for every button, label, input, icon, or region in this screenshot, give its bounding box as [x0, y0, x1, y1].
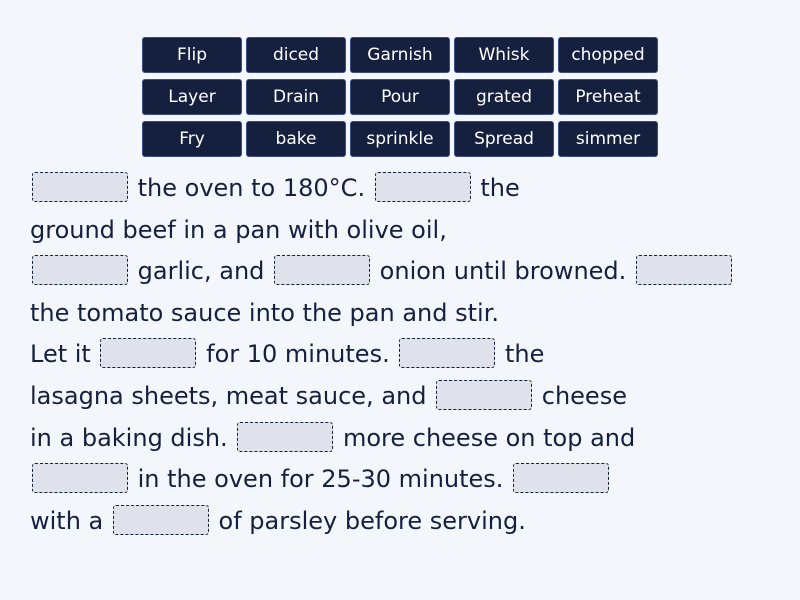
blank-5[interactable] — [636, 255, 732, 285]
word-tile-layer[interactable]: Layer — [142, 79, 242, 115]
recipe-passage — [30, 168, 780, 542]
passage-text: lasagna sheets, meat sauce, and — [30, 381, 427, 410]
word-tile-grated[interactable]: grated — [454, 79, 554, 115]
passage-line — [30, 459, 780, 501]
passage-text: the oven to 180°C. — [137, 174, 366, 202]
passage-line — [30, 210, 780, 252]
word-tile-pour[interactable]: Pour — [350, 79, 450, 115]
word-tile-bake[interactable]: bake — [246, 121, 346, 157]
blank-3[interactable] — [32, 255, 128, 285]
word-tile-garnish[interactable]: Garnish — [350, 37, 450, 73]
blank-10[interactable] — [32, 463, 128, 493]
blank-7[interactable] — [399, 338, 495, 368]
blank-8[interactable] — [436, 380, 532, 410]
passage-line — [30, 293, 780, 335]
word-tile-simmer[interactable]: simmer — [558, 121, 658, 157]
passage-line — [30, 251, 780, 293]
passage-text: the tomato sauce into the pan and stir. — [30, 298, 499, 327]
word-tile-drain[interactable]: Drain — [246, 79, 346, 115]
word-tile-flip[interactable]: Flip — [142, 37, 242, 73]
word-tile-preheat[interactable]: Preheat — [558, 79, 658, 115]
passage-line — [30, 418, 780, 460]
passage-text: in a baking dish. — [30, 423, 228, 452]
blank-1[interactable] — [32, 172, 128, 202]
passage-text: Let it — [30, 340, 91, 369]
passage-text: garlic, and — [137, 257, 265, 286]
word-bank — [142, 37, 658, 157]
blank-6[interactable] — [100, 338, 196, 368]
passage-text: onion until browned. — [379, 257, 627, 286]
word-tile-chopped[interactable]: chopped — [558, 37, 658, 73]
word-tile-sprinkle[interactable]: sprinkle — [350, 121, 450, 157]
passage-text: more cheese on top and — [342, 423, 636, 452]
word-tile-diced[interactable]: diced — [246, 37, 346, 73]
passage-text: with a — [30, 506, 104, 535]
word-tile-spread[interactable]: Spread — [454, 121, 554, 157]
passage-line — [30, 168, 780, 210]
passage-text: of parsley before serving. — [218, 506, 526, 535]
blank-9[interactable] — [237, 422, 333, 452]
passage-text: the — [504, 340, 545, 369]
passage-text: cheese — [541, 381, 627, 410]
word-tile-whisk[interactable]: Whisk — [454, 37, 554, 73]
passage-text: in the oven for 25-30 minutes. — [137, 465, 504, 494]
word-tile-fry[interactable]: Fry — [142, 121, 242, 157]
passage-line — [30, 376, 780, 418]
blank-12[interactable] — [113, 505, 209, 535]
passage-line — [30, 501, 780, 543]
blank-11[interactable] — [513, 463, 609, 493]
passage-text: for 10 minutes. — [206, 340, 390, 369]
passage-line — [30, 334, 780, 376]
blank-2[interactable] — [375, 172, 471, 202]
blank-4[interactable] — [274, 255, 370, 285]
passage-text: the — [480, 174, 520, 202]
passage-text: ground beef in a pan with olive oil, — [30, 215, 447, 244]
